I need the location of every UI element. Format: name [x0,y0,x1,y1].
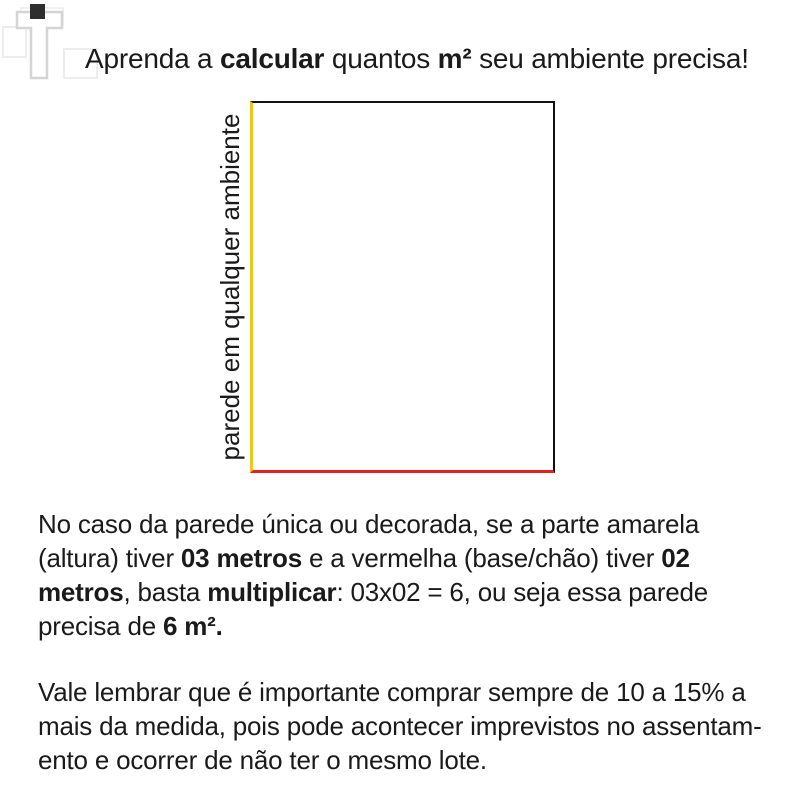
wall-rectangle-diagram [250,101,555,473]
paragraph-line [38,541,778,575]
headline-text: quantos [324,43,438,74]
page-title [85,42,785,76]
bold-metros: metros [38,577,124,607]
text-run: Vale lembrar que é importante comprar sempre de 10 a 15% a [38,677,746,707]
text-run: ento e ocorrer de não ter o mesmo lote. [38,745,487,775]
bold-02: 02 [661,543,690,573]
text-run: e a vermelha (base/chão) tiver [301,543,662,573]
text-run: (altura) tiver [38,543,181,573]
paragraph-line [38,609,778,643]
reminder-paragraph [38,675,778,777]
headline-bold-calcular: calcular [220,43,325,74]
bold-multiplicar: multiplicar [207,577,337,607]
bold-03-metros: 03 metros [180,543,302,573]
text-run: precisa de [38,611,163,641]
text-run: : 03x02 = 6, ou seja essa parede [336,577,709,607]
text-run: mais da medida, pois pode acontecer imprevistos no assentam- [38,711,762,741]
bold-6-m2: 6 m². [162,611,223,641]
logo-dark-square-icon [30,4,45,19]
paragraph-line [38,709,778,743]
text-run: , basta [123,577,208,607]
headline-text: Aprenda a [85,43,220,74]
wall-vertical-label: parede em qualquer ambiente [215,113,245,461]
text-run: No caso da parede única ou decorada, se a parte amarela [38,509,700,539]
headline-text: seu ambiente precisa! [471,43,749,74]
paragraph-line [38,575,778,609]
headline-bold-m2: m² [437,43,472,74]
paragraph-line [38,743,778,777]
paragraph-line [38,675,778,709]
explanation-paragraph [38,507,778,643]
paragraph-line [38,507,778,541]
